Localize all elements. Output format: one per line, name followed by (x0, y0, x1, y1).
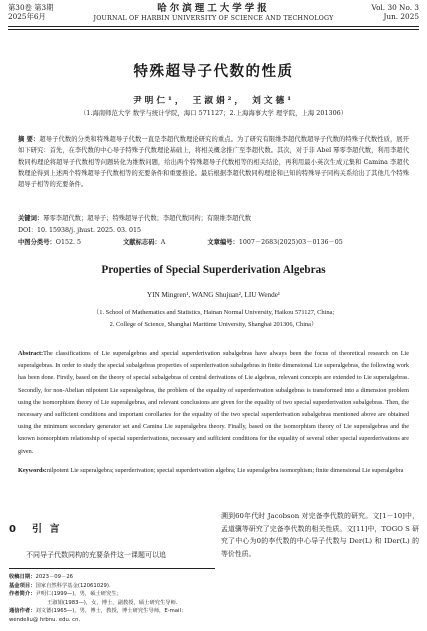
footnote-bio (9, 590, 215, 599)
doc-code-value: A (160, 239, 166, 246)
keywords-en-label: Keywords: (18, 467, 47, 474)
corresponding-text: 刘文德(1965—)，男，博士，教授，博士研究生导师，E-mail：wendeliu@ hrbnu. edu. cn. (9, 608, 187, 623)
volume-cn: 第30卷 第3期 (8, 3, 54, 12)
footnote-corresponding (9, 607, 215, 624)
article-title-en: Properties of Special Superderivation Algebras (101, 264, 326, 276)
abstract-cn-text: 超导子代数的分类和特殊超导子代数一直是李超代数理论研究的重点。为了研究有限维李超代数超导子代数的特殊子代数性质，展开如下研究：首先，在李代数的中心导子特殊子代数理论基础上，将相关概念推广至李超代数。其次，对于非 Abel 幂零李超代数，利用李超代数同构理论将超导子代数相等问题转化为维数问题，给出两个特殊超导子代数相等的相关结论，再利用最小英次生成元集和 Camina 李超代数理论得到上述两个特殊超导子代数相等的充要条件和重要推论。最后根据李超代数同构理论和已知的特殊导子同构关系给出了其他几个特殊超导子相等的充要条件。 (18, 136, 409, 189)
intro-text-right: 溯到60年代时 Jacobson 对完备李代数的研究。文[1－10]中，孟道骥等研究了完备李代数的相关性质。文[11]中，TOGO S 研究了中心为0的李代数的中心导子代数与 Der(L) 和 IDer(L) 的等价性质。 (221, 512, 419, 558)
section-title: 引 言 (31, 524, 62, 535)
authors-cn: 尹明仁¹， 王淑娟²， 刘文德¹ (132, 96, 295, 106)
header-rule-thick (8, 26, 419, 27)
abstract-cn-label: 摘 要： (18, 136, 40, 143)
abstract-cn (18, 134, 409, 190)
affiliations-en (0, 307, 427, 331)
article-number-value: 1007－2683(2025)03－0136－05 (238, 239, 343, 246)
date-en: Jun. 2025 (383, 12, 419, 22)
journal-header (8, 3, 419, 25)
header-center (8, 3, 419, 23)
affiliation-en-2: 2. College of Science, Shanghai Maritime University, Shanghai 201306, China） (109, 321, 318, 328)
article-title-cn: 特殊超导子代数的性质 (133, 64, 294, 80)
affiliation-en-1: （1. School of Mathematics and Statistics, Hainan Normal University, Haikou 571127, China; (92, 309, 335, 316)
header-right (371, 3, 419, 21)
header-rule-thin (8, 29, 419, 30)
abstract-en-label: Abstract: (18, 350, 44, 357)
fund-text: 国家自然科学基金(12061029). (35, 582, 111, 589)
received-date: 2023－09－26 (35, 574, 74, 580)
keywords-en-text: nilpotent Lie superalgebra; superderivation; special superderivation algebra; Lie superalgebra isomorphism; finite dimensional Lie superalgebra (46, 467, 404, 474)
journal-name-en: JOURNAL OF HARBIN UNIVERSITY OF SCIENCE AND TECHNOLOGY (93, 14, 334, 22)
volume-en: Vol. 30 No. 3 (371, 3, 419, 12)
bio-author-1: 尹明仁(1999—)，男，硕士研究生； (35, 591, 122, 598)
fund-label: 基金项目： (9, 582, 36, 589)
keywords-en (18, 465, 409, 477)
abstract-en-text: The classifications of Lie superalgebras and special superderivation subalgebras have always been the focus of theoretical research on Lie superalgebras. In order to study the special subalgebras properties of superderivation subalgebras in finite dimensional Lie superalgebras, the following work has been done. Firstly, based on the theory of special subalgebras of central derivations of Lie algebras, relevant concepts are extended to Lie superalgebras. Secondly, for non-Abelian nilpotent Lie superalgebras, the problem of the equality of superderivation subalgebras is transformed into a dimension problem using the isomorphism theory of Lie superalgebras, and relevant conclusions are given for the equality of two special superderivation subalgebras. Then, the necessary and sufficient conditions and important corollaries for the equality of the two special superderivation subalgebras mentioned above are obtained using the minimum secondary generator set and Camina Lie superalgebra theory. Finally, based on the isomorphism theory of Lie superalgebras and the known isomorphism relationship of special superderivations, necessary and sufficient conditions for the equality of several other special superderivations are given. (18, 350, 409, 455)
date-cn: 2025年6月 (8, 12, 46, 22)
intro-text-left: 不同导子代数同构的充要条件这一课题可以追 (26, 551, 166, 559)
footnote-fund (9, 582, 215, 591)
keywords-cn-label: 关键词： (18, 215, 44, 222)
keywords-cn (18, 213, 409, 224)
clc-value: O152. 5 (55, 239, 81, 246)
footnotes (9, 573, 215, 625)
bio-author-2: 王淑娟(1983—)，女，博士，副教授，硕士研究生导师. (47, 599, 178, 606)
affiliations-cn: （1.海南师范大学 数学与统计学院，海口 571127；2.上海海事大学 理学院，上海 201306） (79, 109, 348, 117)
classification-line (18, 237, 409, 248)
doc-code-label: 文献标志码： (123, 239, 161, 246)
doi: DOI：10. 15938/j. jhust. 2025. 03. 015 (18, 227, 142, 234)
bio-label: 作者简介： (9, 591, 36, 598)
article-number-label: 文章编号： (207, 239, 239, 246)
corresponding-label: 通信作者： (9, 608, 36, 615)
footnote-received (9, 573, 215, 582)
received-label: 收稿日期： (9, 574, 36, 580)
abstract-en (18, 348, 409, 458)
footnote-rule (9, 568, 215, 569)
section-number: 0 (9, 524, 18, 535)
journal-name-cn: 哈尔滨理工大学学报 (157, 3, 270, 14)
keywords-cn-text: 幂零李超代数；超导子；特殊超导子代数；李超代数同构；有限维李超代数 (43, 215, 251, 222)
section-heading-introduction (9, 520, 61, 535)
authors-en: YIN Mingren¹, WANG Shujuan², LIU Wende¹ (146, 291, 281, 299)
clc-label: 中图分类号： (18, 239, 56, 246)
